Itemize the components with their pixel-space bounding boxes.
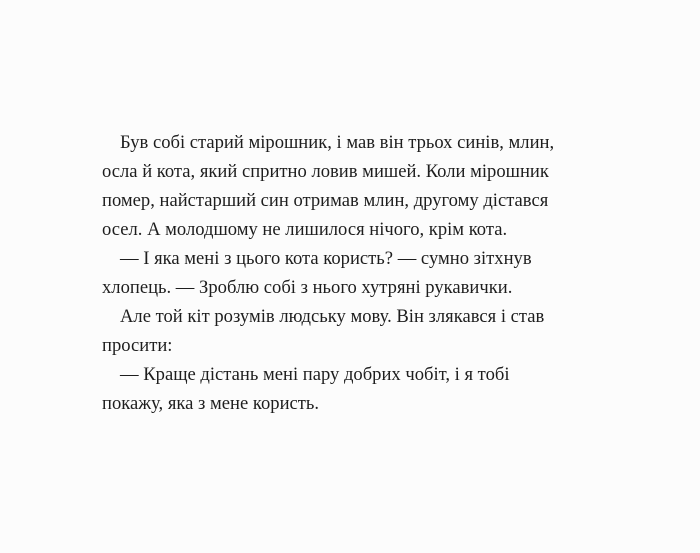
text-line: осел. А молодшому не лишилося нічого, крім кота. (102, 219, 508, 240)
text-line: Був собі старий мірошник, і мав він трьох синів, млин, (120, 132, 555, 153)
text-line: Але той кіт розумів людську мову. Він злякався і став (120, 306, 545, 327)
text-line: помер, найстарший син отримав млин, другому дістався (102, 190, 549, 211)
paragraph-3 (102, 302, 558, 360)
text-line: просити: (102, 335, 173, 356)
text-line: осла й кота, який спритно ловив мишей. Коли мірошник (102, 161, 549, 182)
story-text (102, 128, 558, 418)
text-line: — І яка мені з цього кота користь? — сумно зітхнув (120, 248, 532, 269)
text-line: покажу, яка з мене користь. (102, 393, 320, 414)
paragraph-1 (102, 128, 558, 244)
text-line: хлопець. — Зроблю собі з нього хутряні рукавички. (102, 277, 513, 298)
paragraph-4-dialogue (102, 360, 558, 418)
text-line: — Краще дістань мені пару добрих чобіт, і я тобі (120, 364, 510, 385)
paragraph-2-dialogue (102, 244, 558, 302)
